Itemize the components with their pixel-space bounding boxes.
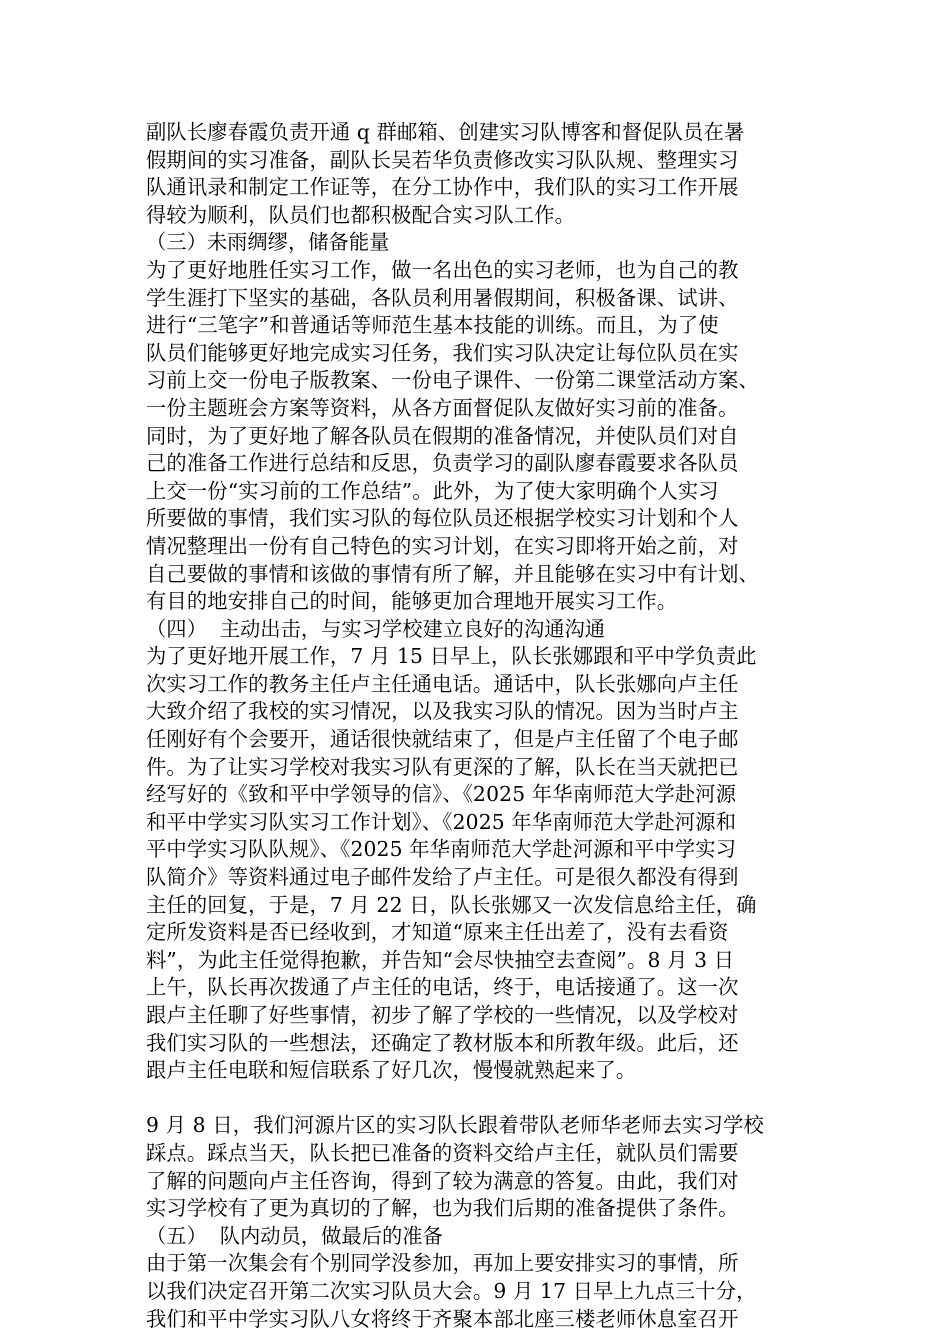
text-line: 进行“三笔字”和普通话等师范生基本技能的训练。而且，为了使 xyxy=(146,313,719,338)
text-line: 平中学实习队队规》、《2025 年华南师范大学赴河源和平中学实习 xyxy=(146,837,737,862)
text-line: 己的准备工作进行总结和反思，负责学习的副队廖春霞要求各队员 xyxy=(146,451,739,476)
paragraph-spacer xyxy=(146,1085,806,1113)
text-line: 了解的问题向卢主任咨询，得到了较为满意的答复。由此，我们对 xyxy=(146,1168,739,1193)
text-line: 实习学校有了更为真切的了解，也为我们后期的准备提供了条件。 xyxy=(146,1196,739,1221)
text-line: 上交一份“实习前的工作总结”。此外，为了使大家明确个人实习 xyxy=(146,478,719,503)
text-line: 自己要做的事情和该做的事情有所了解，并且能够在实习中有计划、 xyxy=(146,561,759,586)
text-line: 假期间的实习准备，副队长吴若华负责修改实习队队规、整理实习 xyxy=(146,147,739,172)
text-line: 跟卢主任电联和短信联系了好几次，慢慢就熟起来了。 xyxy=(146,1058,637,1083)
section-heading-3: （三）未雨绸缪，储备能量 xyxy=(146,230,390,255)
text-line: 学生涯打下坚实的基础，各队员利用暑假期间，积极备课、试讲、 xyxy=(146,285,739,310)
text-line: 有目的地安排自己的时间，能够更加合理地开展实习工作。 xyxy=(146,589,678,614)
text-line: 上午，队长再次拨通了卢主任的电话，终于，电话接通了。这一次 xyxy=(146,975,739,1000)
text-line: 我们实习队的一些想法，还确定了教材版本和所教年级。此后，还 xyxy=(146,1030,739,1055)
section-heading-4: （四） 主动出击，与实习学校建立良好的沟通沟通 xyxy=(146,616,606,641)
document-page xyxy=(146,119,806,1333)
text-line: 我们和平中学实习队八女将终于齐聚本部北座三楼老师休息室召开 xyxy=(146,1306,739,1331)
text-line: 次实习工作的教务主任卢主任通电话。通话中，队长张娜向卢主任 xyxy=(146,671,739,696)
paragraph-mobilization xyxy=(146,1250,806,1333)
text-line: 跟卢主任聊了好些事情，初步了解了学校的一些情况，以及学校对 xyxy=(146,1003,739,1027)
text-line: 定所发资料是否已经收到，才知道“原来主任出差了，没有去看资 xyxy=(146,920,729,945)
text-line: 一份主题班会方案等资料，从各方面督促队友做好实习前的准备。 xyxy=(146,395,739,420)
paragraph-communication xyxy=(146,643,806,1085)
paragraph-site-visit xyxy=(146,1112,806,1222)
text-line: 同时，为了更好地了解各队员在假期的准备情况，并使队员们对自 xyxy=(146,423,739,448)
text-line: 队通讯录和制定工作证等，在分工协作中，我们队的实习工作开展 xyxy=(146,175,739,200)
text-line: 主任的回复，于是，7 月 22 日，队长张娜又一次发信息给主任，确 xyxy=(146,892,757,917)
text-line: 情况整理出一份有自己特色的实习计划，在实习即将开始之前，对 xyxy=(146,533,739,558)
text-line: 为了更好地胜任实习工作，做一名出色的实习老师，也为自己的教 xyxy=(146,257,739,282)
text-line: 9 月 8 日，我们河源片区的实习队长跟着带队老师华老师去实习学校 xyxy=(146,1113,764,1138)
text-line: 所要做的事情，我们实习队的每位队员还根据学校实习计划和个人 xyxy=(146,506,739,531)
text-line: 踩点。踩点当天，队长把已准备的资料交给卢主任，就队员们需要 xyxy=(146,1140,739,1165)
text-line: 任刚好有个会要开，通话很快就结束了，但是卢主任留了个电子邮 xyxy=(146,727,739,752)
text-line: 和平中学实习队实习工作计划》、《2025 年华南师范大学赴河源和 xyxy=(146,809,737,834)
text-line: 料”，为此主任觉得抱歉，并告知“会尽快抽空去查阅”。8 月 3 日 xyxy=(146,947,735,972)
text-line: 由于第一次集会有个别同学没参加，再加上要安排实习的事情，所 xyxy=(146,1251,739,1276)
text-line: 队员们能够更好地完成实习任务，我们实习队决定让每位队员在实 xyxy=(146,340,739,365)
text-line: 习前上交一份电子版教案、一份电子课件、一份第二课堂活动方案、 xyxy=(146,368,759,393)
text-line: 为了更好地开展工作，7 月 15 日早上，队长张娜跟和平中学负责此 xyxy=(146,644,757,669)
paragraph-preparation xyxy=(146,257,806,616)
text-line: 经写好的《致和平中学领导的信》、《2025 年华南师范大学赴河源 xyxy=(146,782,737,807)
text-line: 件。为了让实习学校对我实习队有更深的了解，队长在当天就把已 xyxy=(146,754,739,779)
text-line: 副队长廖春霞负责开通 q 群邮箱、创建实习队博客和督促队员在暑 xyxy=(146,120,745,144)
paragraph-team-roles xyxy=(146,119,806,229)
text-line: 队简介》等资料通过电子邮件发给了卢主任。可是很久都没有得到 xyxy=(146,865,739,890)
text-line: 得较为顺利，队员们也都积极配合实习队工作。 xyxy=(146,202,576,227)
text-line: 以我们决定召开第二次实习队员大会。9 月 17 日早上九点三十分， xyxy=(146,1278,757,1303)
section-heading-5: （五） 队内动员，做最后的准备 xyxy=(146,1223,443,1248)
text-line: 大致介绍了我校的实习情况，以及我实习队的情况。因为当时卢主 xyxy=(146,699,739,724)
